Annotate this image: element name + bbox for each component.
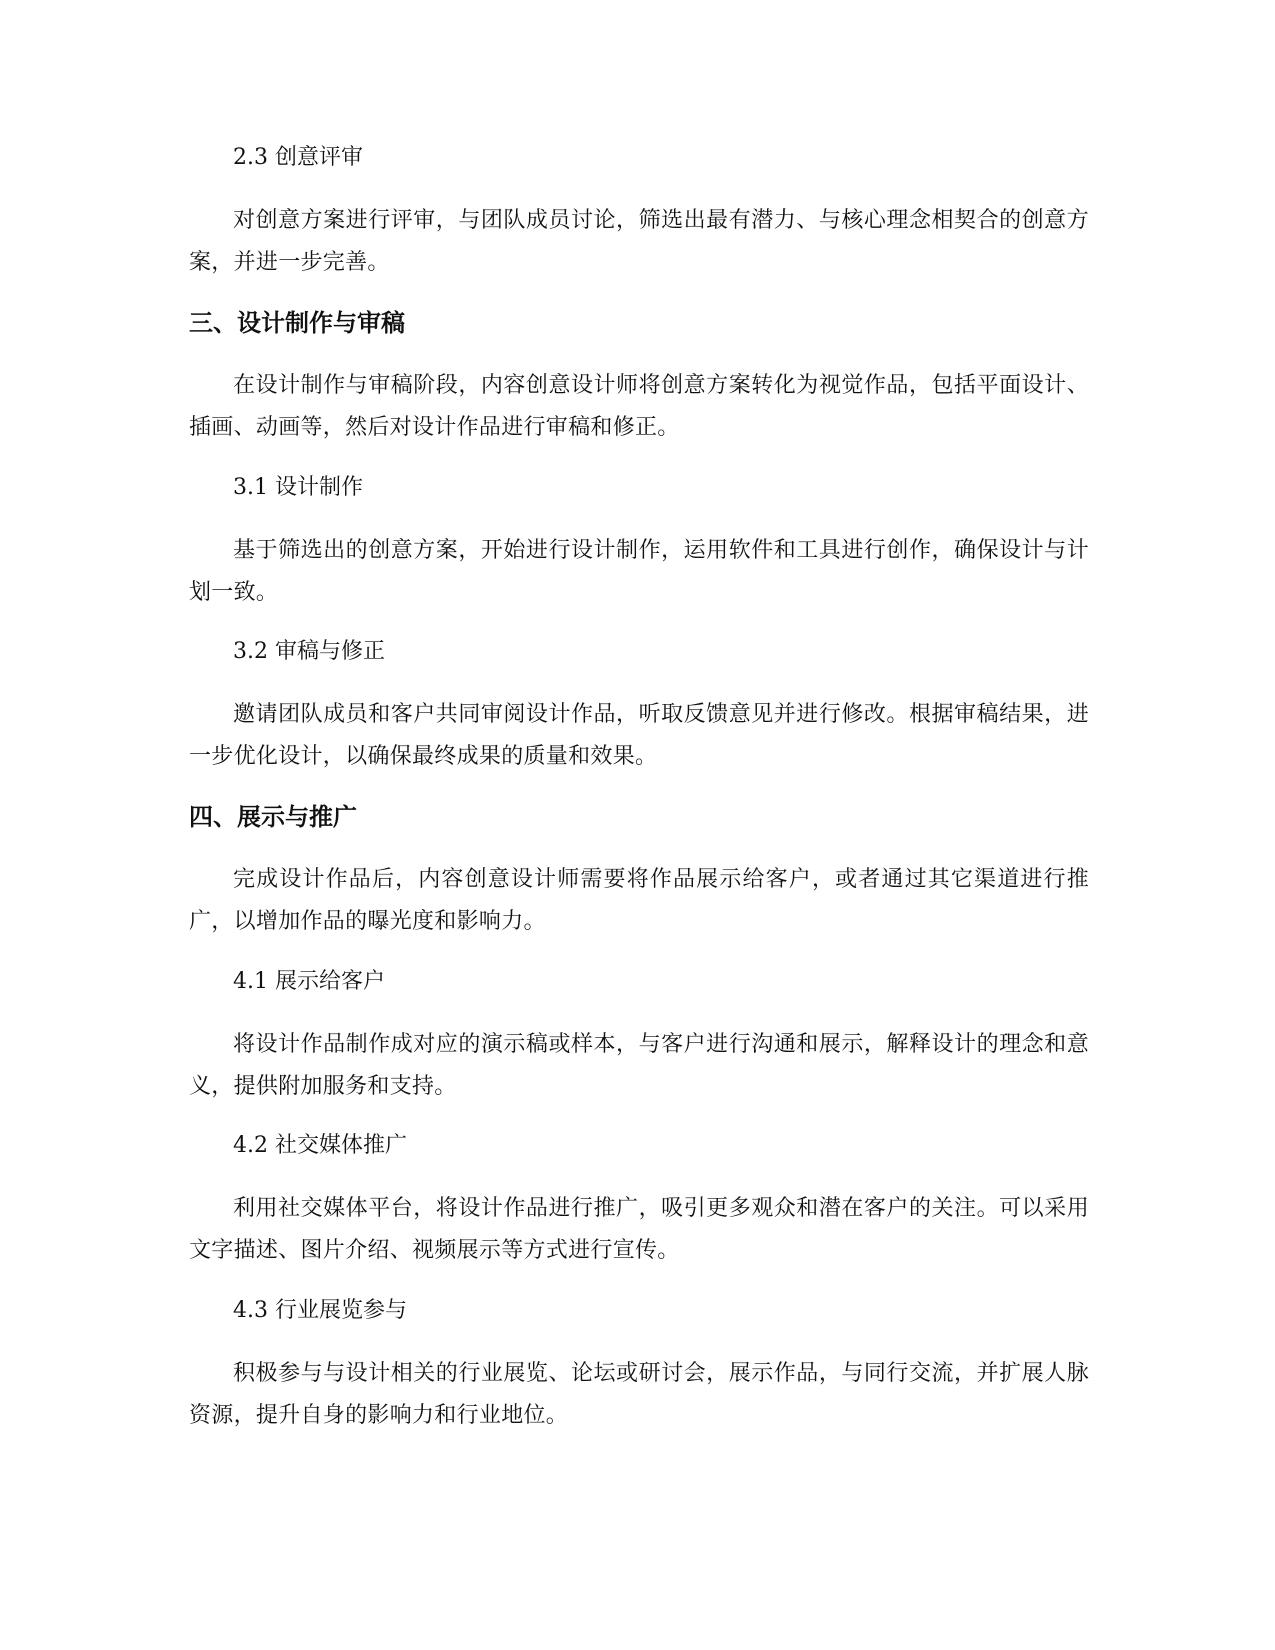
subsection-title-3-1: 3.1 设计制作	[233, 475, 363, 500]
subsection-title-4-1: 4.1 展示给客户	[233, 969, 385, 994]
subsection-title-4-2: 4.2 社交媒体推广	[233, 1133, 407, 1158]
paragraph-4-2: 利用社交媒体平台，将设计作品进行推广，吸引更多观众和潜在客户的关注。可以采用文字描述、图片介绍、视频展示等方式进行宣传。	[189, 1196, 1089, 1263]
paragraph-3-2: 邀请团队成员和客户共同审阅设计作品，听取反馈意见并进行修改。根据审稿结果，进一步优化设计，以确保最终成果的质量和效果。	[189, 702, 1089, 769]
subsection-title-3-2: 3.2 审稿与修正	[233, 639, 385, 664]
section-heading-4: 四、展示与推广	[189, 803, 357, 831]
paragraph-4-3: 积极参与与设计相关的行业展览、论坛或研讨会，展示作品，与同行交流，并扩展人脉资源，提升自身的影响力和行业地位。	[189, 1361, 1089, 1428]
paragraph-3-1: 基于筛选出的创意方案，开始进行设计制作，运用软件和工具进行创作，确保设计与计划一致。	[189, 538, 1089, 605]
subsection-title-4-3: 4.3 行业展览参与	[233, 1298, 407, 1323]
paragraph-2-3: 对创意方案进行评审，与团队成员讨论，筛选出最有潜力、与核心理念相契合的创意方案，并进一步完善。	[189, 208, 1089, 275]
paragraph-4-intro: 完成设计作品后，内容创意设计师需要将作品展示给客户，或者通过其它渠道进行推广，以增加作品的曝光度和影响力。	[189, 867, 1089, 934]
paragraph-3-intro: 在设计制作与审稿阶段，内容创意设计师将创意方案转化为视觉作品，包括平面设计、插画、动画等，然后对设计作品进行审稿和修正。	[189, 373, 1089, 440]
section-heading-3: 三、设计制作与审稿	[189, 309, 405, 337]
paragraph-4-1: 将设计作品制作成对应的演示稿或样本，与客户进行沟通和展示，解释设计的理念和意义，提供附加服务和支持。	[189, 1032, 1089, 1099]
subsection-title-2-3: 2.3 创意评审	[233, 145, 363, 170]
